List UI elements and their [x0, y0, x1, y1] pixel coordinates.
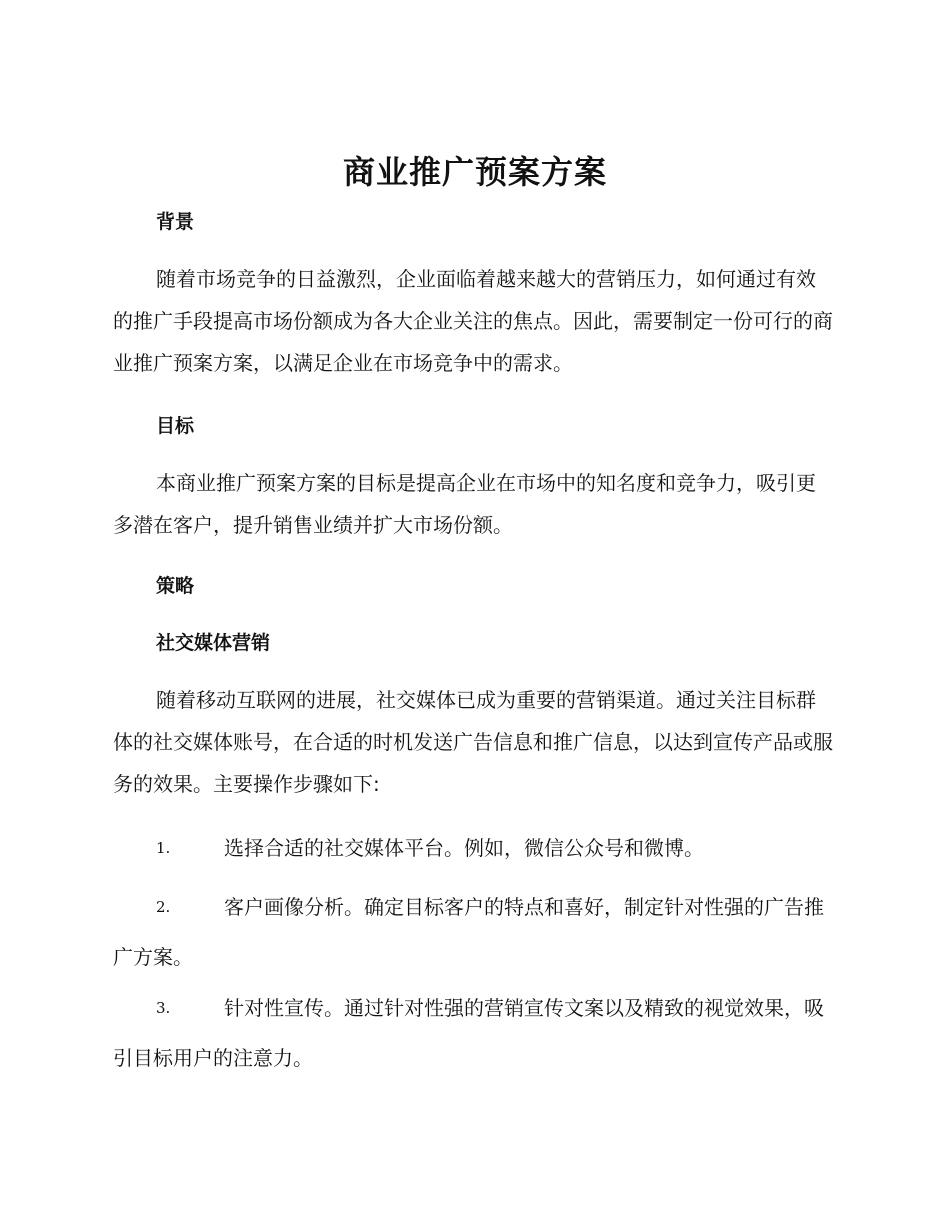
goal-paragraph: 本商业推广预案方案的目标是提高企业在市场中的知名度和竞争力，吸引更多潜在客户，提升销售业绩并扩大市场份额。 — [113, 471, 816, 537]
list-item-text: 客户画像分析。确定目标客户的特点和喜好，制定针对性强的广告推广方案。 — [113, 895, 824, 969]
section-heading-background: 背景 — [156, 211, 195, 233]
list-item-number: 1. — [156, 839, 171, 857]
list-item-number: 3. — [156, 999, 171, 1017]
document-title: 商业推广预案方案 — [342, 153, 607, 191]
section-heading-strategy: 策略 — [156, 575, 195, 597]
list-item-text: 针对性宣传。通过针对性强的营销宣传文案以及精致的视觉效果，吸引目标用户的注意力。 — [113, 996, 824, 1070]
list-item-step-2 — [113, 882, 833, 982]
background-paragraph: 随着市场竞争的日益激烈，企业面临着越来越大的营销压力，如何通过有效的推广手段提高市场份额成为各大企业关注的焦点。因此，需要制定一份可行的商业推广预案方案，以满足企业在市场竞争中的需求。 — [113, 267, 833, 375]
list-item-step-1 — [113, 823, 833, 873]
list-item-number: 2. — [156, 898, 171, 916]
list-item-text: 选择合适的社交媒体平台。例如，微信公众号和微博。 — [224, 836, 704, 860]
list-item-step-3 — [113, 983, 833, 1083]
subsection-heading-social-media: 社交媒体营销 — [156, 632, 271, 654]
section-heading-goal: 目标 — [156, 415, 195, 437]
social-media-paragraph: 随着移动互联网的进展，社交媒体已成为重要的营销渠道。通过关注目标群体的社交媒体账号，在合适的时机发送广告信息和推广信息，以达到宣传产品或服务的效果。主要操作步骤如下: — [113, 688, 833, 796]
